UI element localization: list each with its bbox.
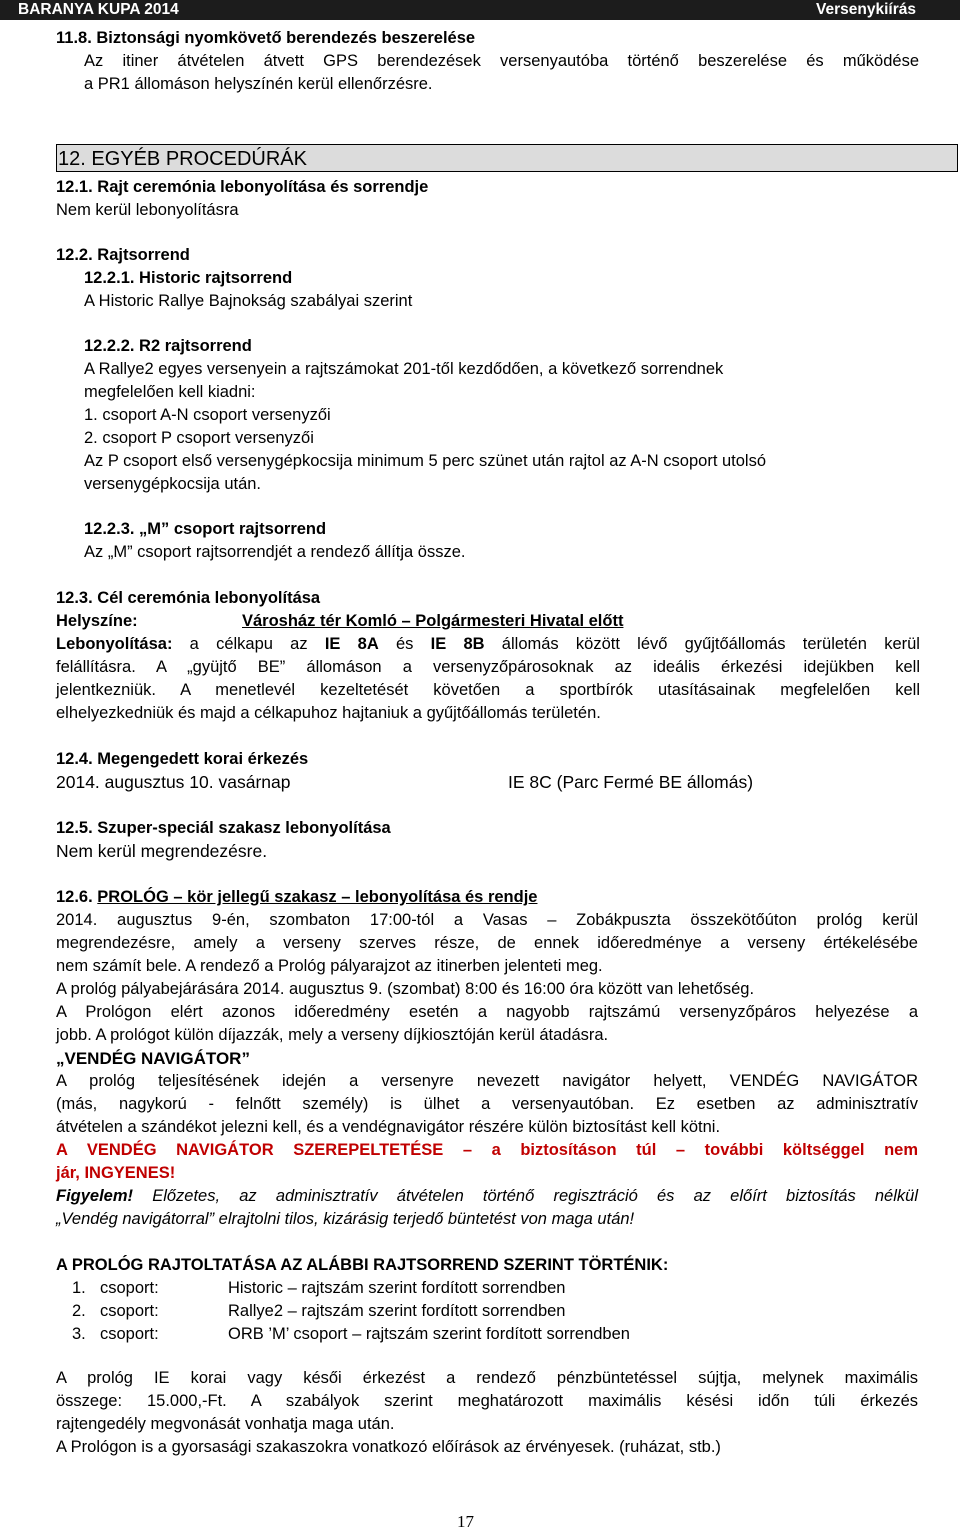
section-12-2-1-text: A Historic Rallye Bajnokság szabályai szerint — [84, 292, 413, 310]
section-12-2-heading: 12.2. Rajtsorrend — [56, 246, 190, 264]
closing-text-4: A Prológon is a gyorsasági szakaszokra vonatkozó előírások az érvényesek. (ruházat, stb.) — [56, 1438, 721, 1456]
venue-label: Helyszíne: — [56, 612, 138, 630]
section-12-3-text-3: jelentkezniük. A menetlevél kezeltetését követően a sportbírók utasításainak megfelelően kell — [56, 681, 920, 699]
procedure-label: Lebonyolítása: — [56, 635, 173, 653]
section-12-6-heading — [56, 886, 537, 909]
warning-text: Előzetes, az adminisztratív átvételen történő regisztráció és az előírt biztosítás nélkül — [133, 1187, 918, 1205]
closing-text-1: A prológ IE korai vagy késői érkezést a rendező pénzbüntetéssel sújtja, melynek maximális — [56, 1369, 918, 1387]
section-12-2-2-text-6: versenygépkocsija után. — [84, 475, 262, 493]
closing-text-3: rajtengedély megvonását vonhatja maga után. — [56, 1415, 395, 1433]
prolog-text-1: 2014. augusztus 9-én, szombaton 17:00-tól a Vasas – Zobákpuszta összekötőúton prológ kerül — [56, 911, 918, 929]
section-12-3-text-1 — [56, 633, 920, 656]
warning-line-1 — [56, 1185, 918, 1208]
start-order-num: 1. — [72, 1279, 86, 1297]
prolog-text-6: jobb. A prológot külön díjazzák, mely a verseny díjkiosztóján kerül átadásra. — [56, 1026, 609, 1044]
section-12-2-3-text: Az „M” csoport rajtsorrendjét a rendező állítja össze. — [84, 543, 466, 561]
section-12-3-text-2: felállításra. A „gyüjtő BE” állomáson a versenyzőpárosoknak az ideális érkezési idejükben kell — [56, 658, 920, 676]
procedure-text-and: és — [378, 635, 431, 653]
warning-label: Figyelem! — [56, 1187, 134, 1205]
prolog-text-3: nem számít bele. A rendező a Prológ pályarajzot az itinerben jelenteti meg. — [56, 957, 603, 975]
start-order-text: Rallye2 – rajtszám szerint fordított sorrendben — [228, 1302, 566, 1320]
start-order-text: ORB ’M’ csoport – rajtszám szerint fordított sorrendben — [228, 1325, 630, 1343]
section-12-6-number: 12.6. — [56, 888, 98, 906]
section-12-2-2-text-5: Az P csoport első versenygépkocsija minimum 5 perc szünet után rajtol az A-N csoport utolsó — [84, 452, 767, 470]
guest-navigator-free-notice-2: jár, INGYENES! — [56, 1164, 176, 1182]
page-header — [0, 0, 960, 20]
guest-navigator-text-1: A prológ teljesítésének idején a versenyre nevezett navigátor helyett, VENDÉG NAVIGÁTOR — [56, 1072, 918, 1090]
guest-navigator-text-2: (más, nagykorú - felnőtt személy) is ülhet a versenyautóban. Ez esetben az adminisztratív — [56, 1095, 918, 1113]
header-doc-type: Versenykiírás — [816, 1, 916, 18]
section-11-8-heading: 11.8. Biztonsági nyomkövető berendezés beszerelése — [56, 29, 476, 47]
warning-line-2: „Vendég navigátorral” elrajtolni tilos, kizárásig terjedő büntetést von maga után! — [56, 1210, 635, 1228]
start-order-num: 2. — [72, 1302, 86, 1320]
early-arrival-date: 2014. augusztus 10. vasárnap — [56, 772, 291, 792]
header-event-title: BARANYA KUPA 2014 — [18, 1, 179, 18]
section-12-4-heading: 12.4. Megengedett korai érkezés — [56, 750, 309, 768]
guest-navigator-heading: „VENDÉG NAVIGÁTOR” — [56, 1049, 250, 1068]
page-number: 17 — [457, 1512, 474, 1531]
start-order-group: csoport: — [100, 1325, 159, 1343]
venue-value: Városház tér Komló – Polgármesteri Hivatal előtt — [242, 612, 624, 630]
prolog-text-2: megrendezésre, amely a verseny szerves része, de ennek időeredménye a verseny értékelésébe — [56, 934, 918, 952]
guest-navigator-free-notice-1: A VENDÉG NAVIGÁTOR SZEREPELTETÉSE – a biztosításon túl – további költséggel nem — [56, 1141, 918, 1159]
section-12-2-2-text-2: megfelelően kell kiadni: — [84, 383, 256, 401]
section-12-heading: 12. EGYÉB PROCEDÚRÁK — [56, 144, 958, 172]
section-12-5-text: Nem kerül megrendezésre. — [56, 841, 268, 861]
section-11-8-text-2: a PR1 állomáson helyszínén kerül ellenőrzésre. — [84, 75, 433, 93]
section-12-2-2-text-1: A Rallye2 egyes versenyein a rajtszámokat 201-től kezdődően, a következő sorrendnek — [84, 360, 724, 378]
guest-navigator-text-3: átvételen a szándékot jelezni kell, és a vendégnavigátor részére külön biztosítást kell kötni. — [56, 1118, 721, 1136]
procedure-text-b: állomás között lévő gyűjtőállomás területén kerül — [484, 635, 920, 653]
closing-text-2: összege: 15.000,-Ft. A szabályok szerint meghatározott maximális késési időn túli érkezés — [56, 1392, 918, 1410]
section-12-1-heading: 12.1. Rajt ceremónia lebonyolítása és sorrendje — [56, 178, 429, 196]
section-12-3-text-4: elhelyezkedniük és majd a célkapuhoz hajtaniuk a gyűjtőállomás területén. — [56, 704, 601, 722]
section-12-1-text: Nem kerül lebonyolításra — [56, 201, 239, 219]
section-12-5-heading: 12.5. Szuper-speciál szakasz lebonyolítása — [56, 819, 391, 837]
section-12-6-title: PROLÓG – kör jellegű szakasz – lebonyolítása és rendje — [97, 888, 538, 906]
start-order-text: Historic – rajtszám szerint fordított sorrendben — [228, 1279, 566, 1297]
section-11-8-text-1: Az itiner átvételen átvett GPS berendezések versenyautóba történő beszerelése és működése — [84, 52, 919, 70]
start-order-heading: A PROLÓG RAJTOLTATÁSA AZ ALÁBBI RAJTSORREND SZERINT TÖRTÉNIK: — [56, 1256, 669, 1274]
section-12-2-2-text-3: 1. csoport A-N csoport versenyzői — [84, 406, 331, 424]
station-ie8a: IE 8A — [324, 635, 379, 653]
station-ie8b: IE 8B — [430, 635, 485, 653]
section-12-2-2-heading: 12.2.2. R2 rajtsorrend — [84, 337, 252, 355]
early-arrival-place: IE 8C (Parc Fermé BE állomás) — [508, 772, 754, 792]
start-order-num: 3. — [72, 1325, 86, 1343]
section-12-2-2-text-4: 2. csoport P csoport versenyzői — [84, 429, 314, 447]
section-12-2-3-heading: 12.2.3. „M” csoport rajtsorrend — [84, 520, 327, 538]
procedure-text-a: a célkapu az — [172, 635, 325, 653]
start-order-group: csoport: — [100, 1279, 159, 1297]
start-order-group: csoport: — [100, 1302, 159, 1320]
prolog-text-5: A Prológon elért azonos időeredmény esetén a nagyobb rajtszámú versenyzőpáros helyezése a — [56, 1003, 918, 1021]
prolog-text-4: A prológ pályabejárására 2014. augusztus 9. (szombat) 8:00 és 16:00 óra között van lehetőség. — [56, 980, 755, 998]
section-12-3-heading: 12.3. Cél ceremónia lebonyolítása — [56, 589, 321, 607]
section-12-2-1-heading: 12.2.1. Historic rajtsorrend — [84, 269, 293, 287]
